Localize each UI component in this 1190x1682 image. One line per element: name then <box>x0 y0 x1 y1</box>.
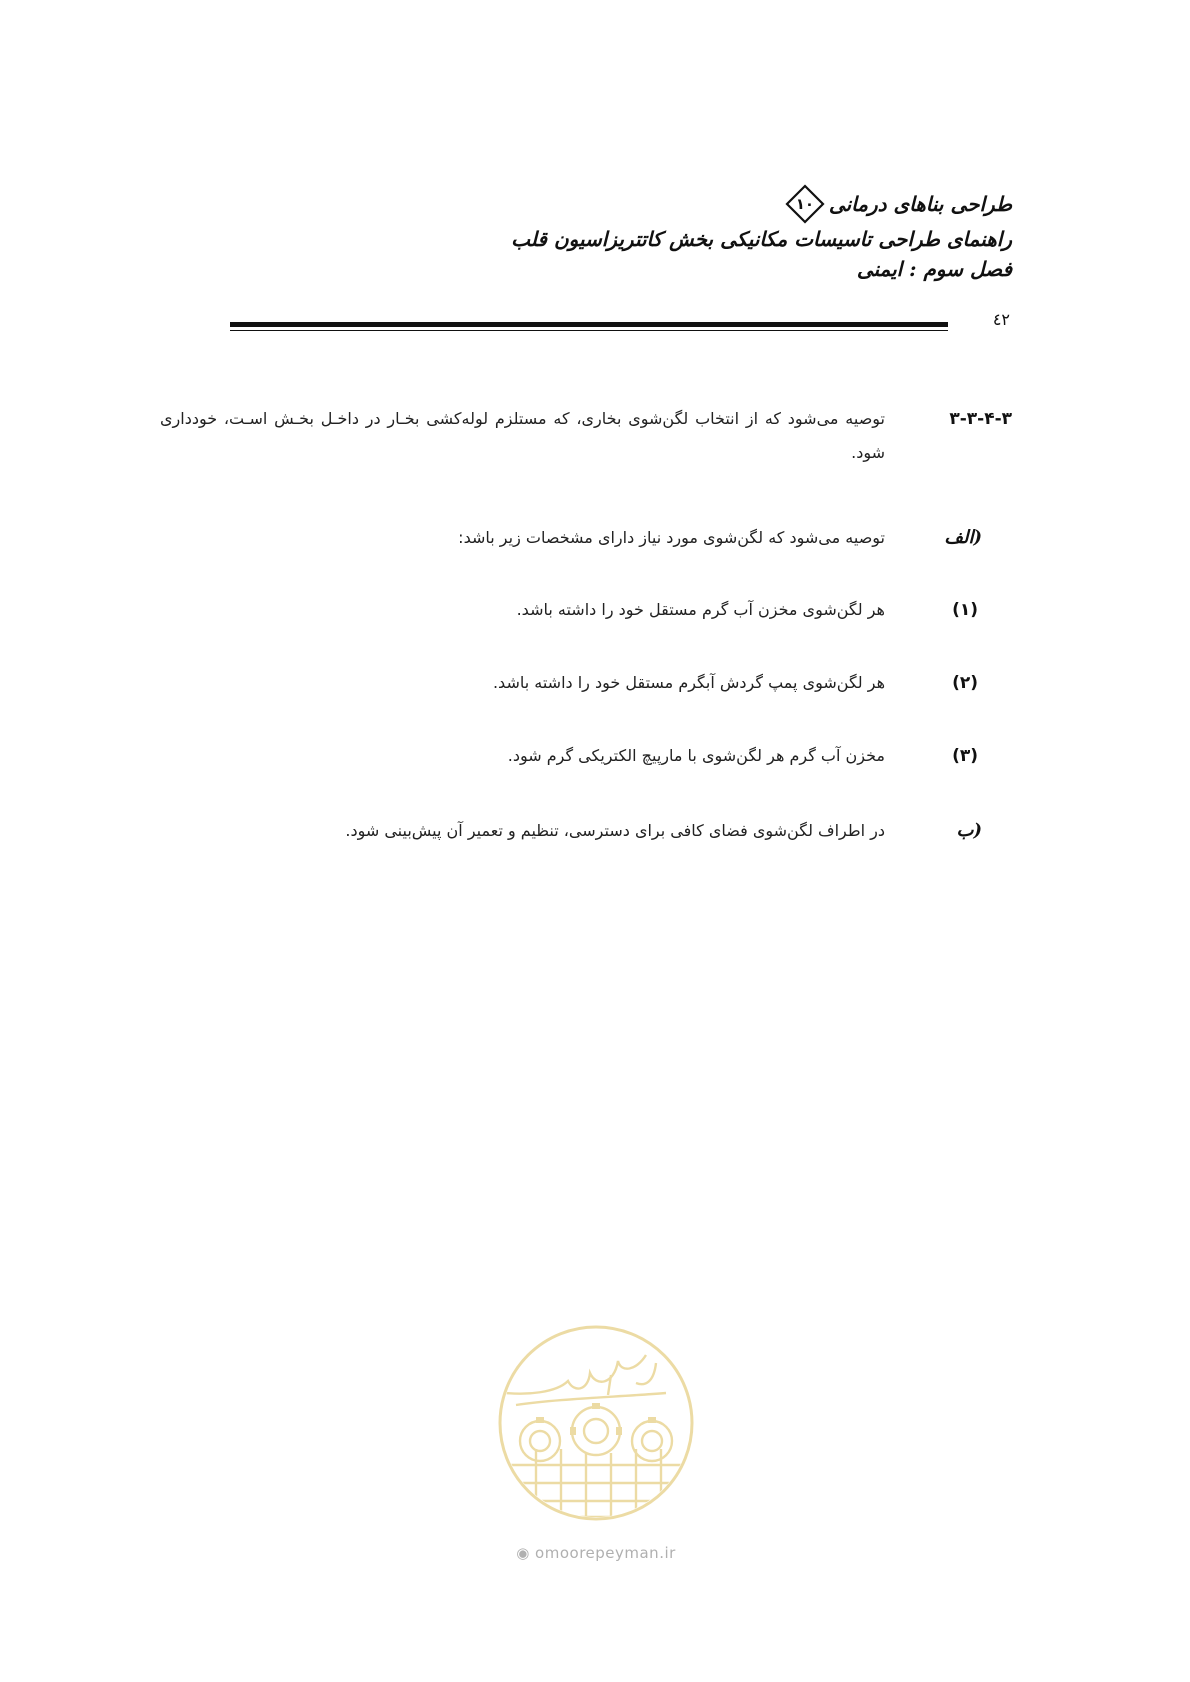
header-divider <box>230 322 948 331</box>
item-marker-be: ب) <box>956 820 982 841</box>
item-text-alef: توصیه می‌شود که لگن‌شوی مورد نیاز دارای مشخصات زیر باشد: <box>458 528 885 547</box>
chapter-title: فصل سوم : ایمنی <box>856 257 1012 281</box>
section-paragraph: توصیه می‌شود که از انتخاب لگن‌شوی بخاری، که مستلزم لوله‌کشی بخـار در داخـل بخـش اسـت، خودداری شود. <box>160 409 885 462</box>
watermark-domain-text: omoorepeyman.ir <box>535 1544 676 1562</box>
item-text-2: هر لگن‌شوی پمپ گردش آبگرم مستقل خود را داشته باشد. <box>492 673 885 692</box>
page-number: ٤٢ <box>992 310 1010 329</box>
series-number: ۱۰ <box>795 195 815 213</box>
series-title: طراحی بناهای درمانی <box>828 192 1012 216</box>
item-text-be: در اطراف لگن‌شوی فضای کافی برای دسترسی، تنظیم و تعمیر آن پیش‌بینی شود. <box>345 821 885 840</box>
item-marker-alef: الف) <box>944 527 982 548</box>
series-title-line <box>292 184 1012 224</box>
series-number-badge <box>785 184 825 224</box>
item-marker-1: (۱) <box>952 600 978 620</box>
watermark-domain: ◉ omoorepeyman.ir <box>516 1544 676 1562</box>
item-text-1: هر لگن‌شوی مخزن آب گرم مستقل خود را داشته باشد. <box>516 600 885 619</box>
item-text-3: مخزن آب گرم هر لگن‌شوی با مارپیچ الکتریکی گرم شود. <box>507 746 885 765</box>
section-number: ۳-۳-۴-۳ <box>949 409 1012 429</box>
item-marker-3: (۳) <box>952 746 978 766</box>
guide-title: راهنمای طراحی تاسیسات مکانیکی بخش کاتتریزاسیون قلب <box>511 227 1012 251</box>
watermark-logo <box>496 1323 696 1523</box>
document-header <box>292 184 1012 284</box>
item-marker-2: (۲) <box>952 673 978 693</box>
